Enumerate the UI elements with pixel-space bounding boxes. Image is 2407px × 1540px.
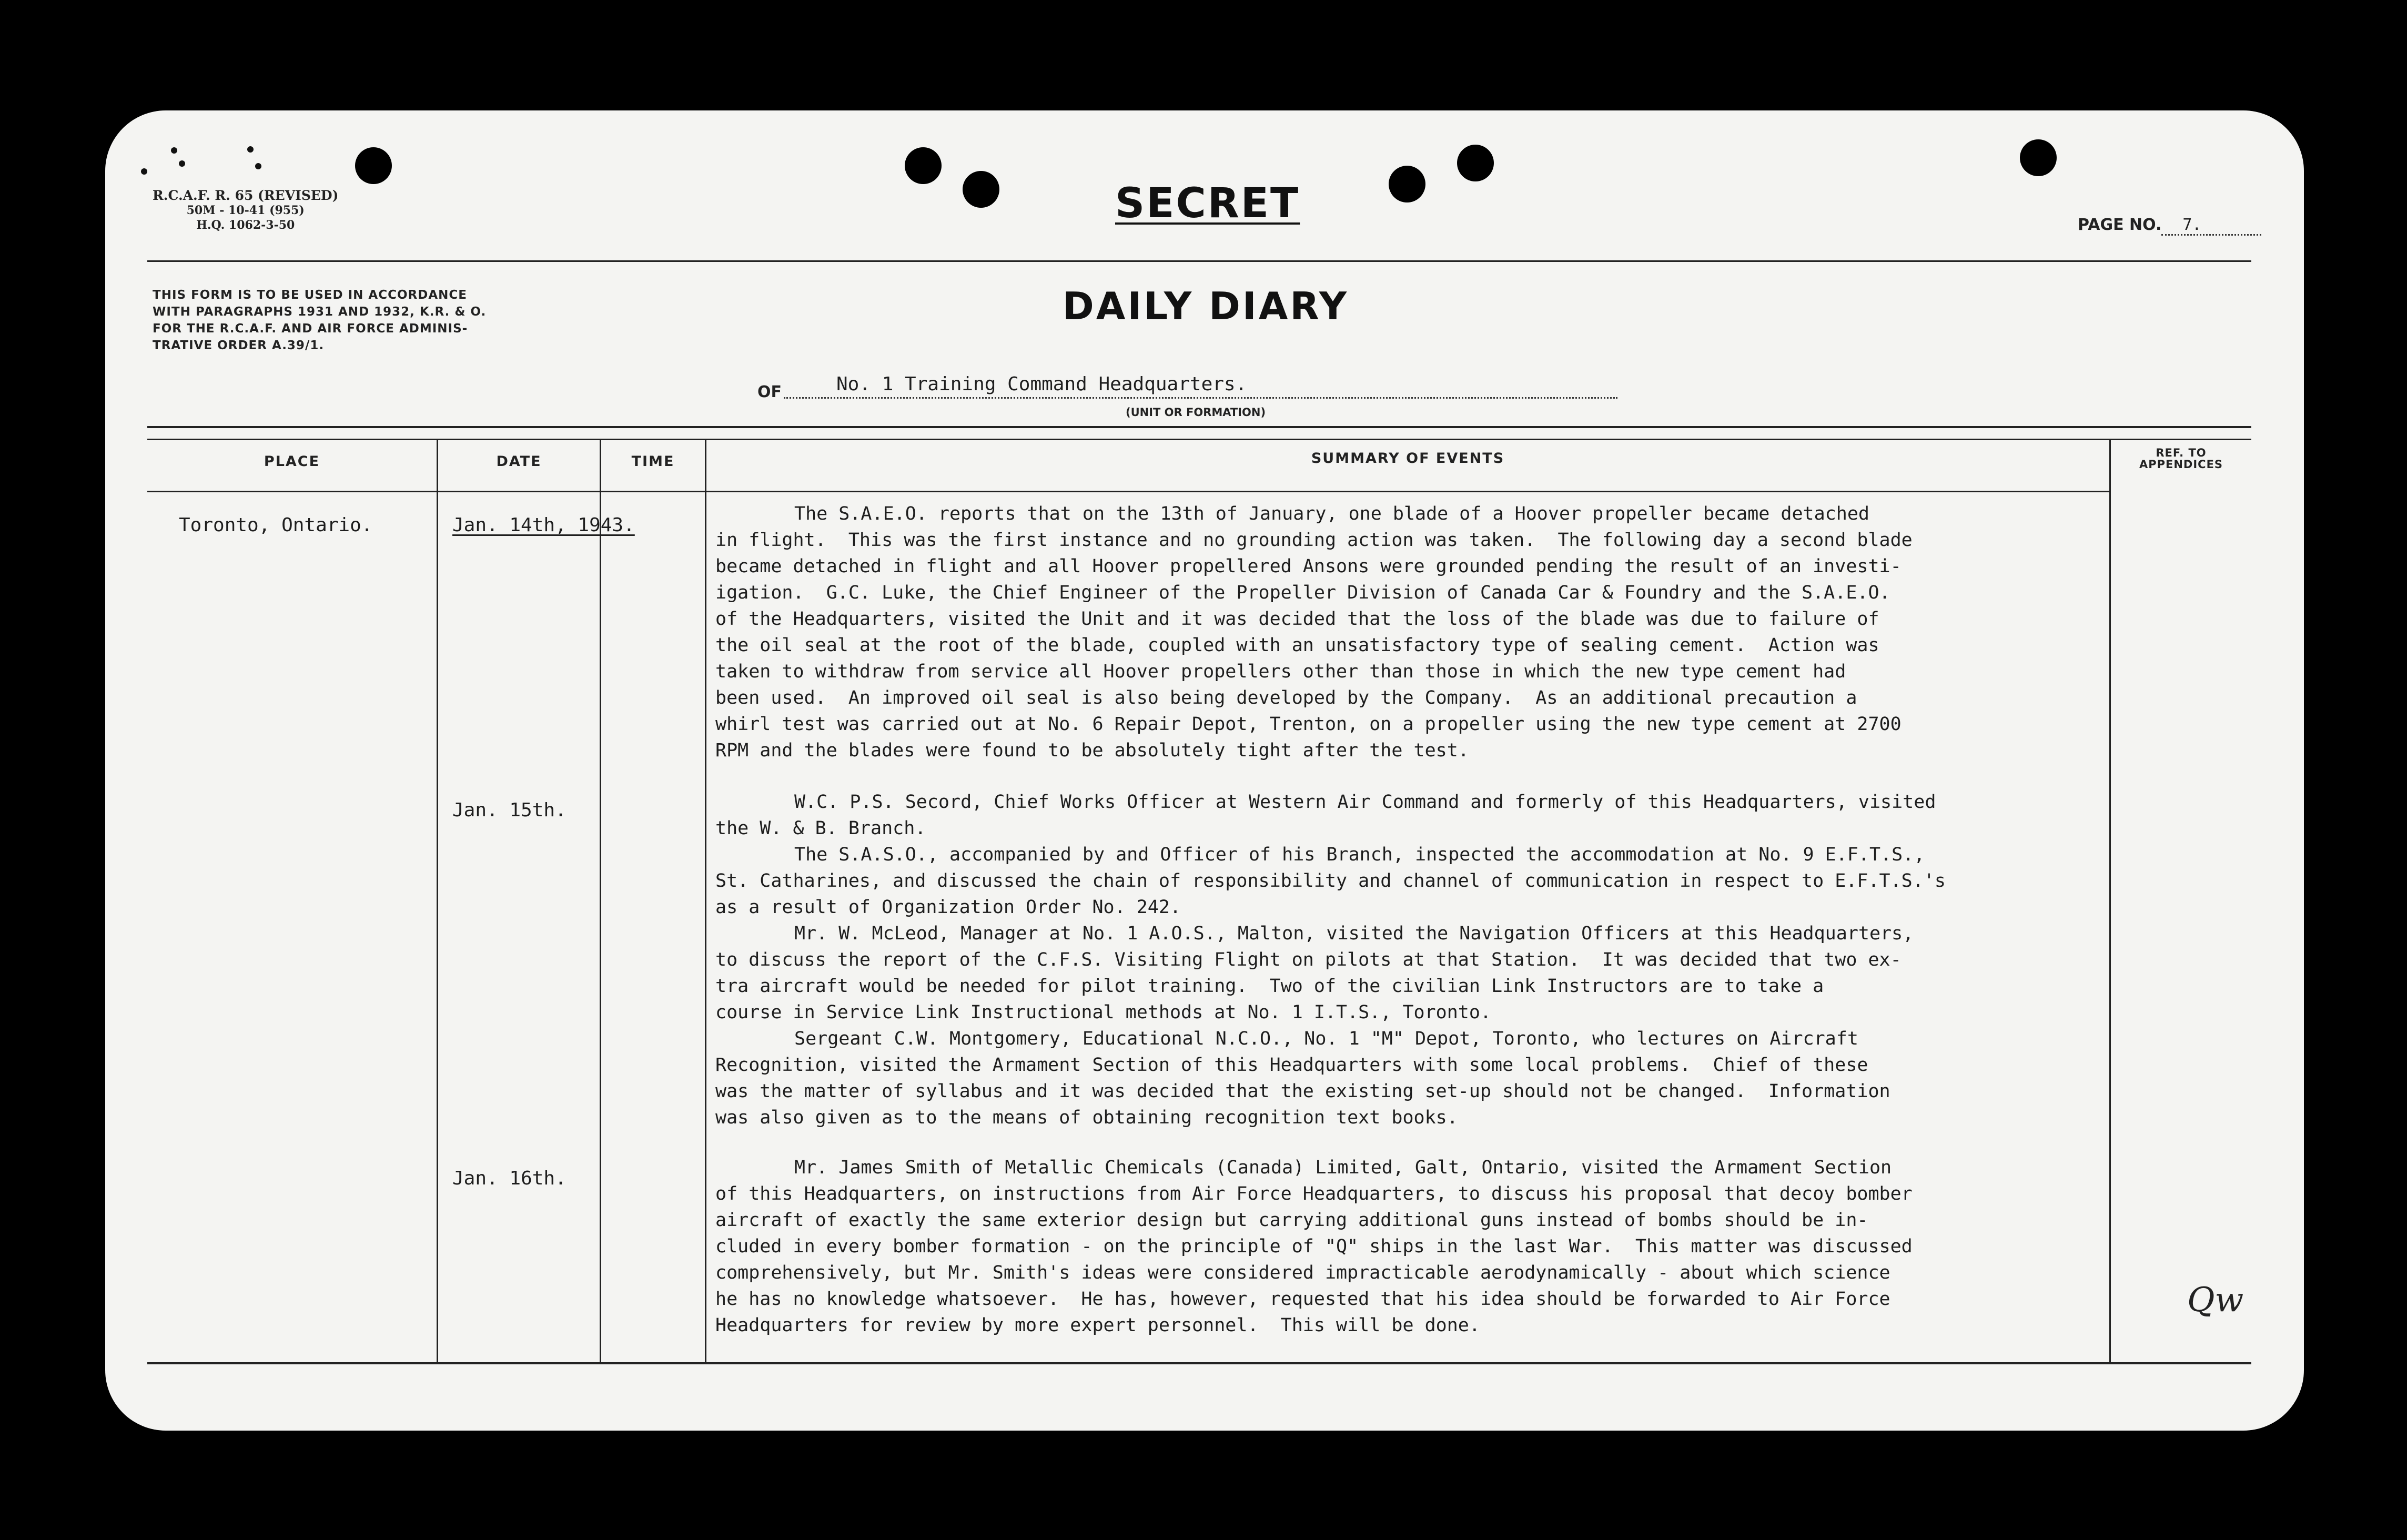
column-header-place: PLACE: [264, 453, 320, 470]
summary-line: as a result of Organization Order No. 242.: [715, 897, 1181, 918]
column-divider: [600, 440, 601, 1363]
summary-line: tra aircraft would be needed for pilot training. Two of the civilian Link Instructors are to take a: [715, 976, 1824, 997]
column-header-time: TIME: [631, 453, 675, 470]
summary-line: Recognition, visited the Armament Section of this Headquarters with some local problems. Chief of these: [715, 1055, 1868, 1076]
summary-line: course in Service Link Instructional methods at No. 1 I.T.S., Toronto.: [715, 1002, 1492, 1023]
paper-speck: [171, 147, 177, 154]
diary-title: DAILY DIARY: [1063, 284, 1349, 328]
summary-line: St. Catharines, and discussed the chain of responsibility and channel of communication in respect to E.F.T.S.'s: [715, 870, 1946, 891]
paper-speck: [247, 146, 254, 153]
column-divider: [437, 440, 438, 1363]
form-number-block: [153, 188, 338, 232]
summary-line: taken to withdraw from service all Hoover propellers other than those in which the new type cement had: [715, 661, 1846, 682]
summary-line: The S.A.S.O., accompanied by and Officer of his Branch, inspected the accommodation at No. 9 E.F.T.S.,: [794, 844, 1925, 865]
page-number-field: [2078, 216, 2261, 236]
punch-hole: [1457, 145, 1494, 181]
table-top-rule: [147, 426, 2251, 428]
classification-title: SECRET: [1115, 180, 1300, 227]
summary-line: Sergeant C.W. Montgomery, Educational N.C.O., No. 1 "M" Depot, Toronto, who lectures on Aircraft: [794, 1028, 1858, 1049]
paper-speck: [255, 163, 261, 169]
summary-line: of this Headquarters, on instructions from Air Force Headquarters, to discuss his proposal that decoy bomber: [715, 1183, 1913, 1204]
summary-line: comprehensively, but Mr. Smith's ideas were considered impracticable aerodynamically - about which science: [715, 1262, 1890, 1283]
summary-line: whirl test was carried out at No. 6 Repair Depot, Trenton, on a propeller using the new type cement at 2700: [715, 714, 1902, 735]
form-notice: [153, 287, 552, 354]
summary-line: the oil seal at the root of the blade, coupled with an unsatisfactory type of sealing cement. Action was: [715, 635, 1879, 656]
summary-line: in flight. This was the first instance and no grounding action was taken. The following day a second blade: [715, 530, 1913, 551]
entry-summary: [715, 501, 2146, 764]
column-header-appendices: [2111, 447, 2251, 470]
page-number: 7.: [2161, 216, 2261, 236]
paper-speck: [141, 168, 147, 175]
notice-line: WITH PARAGRAPHS 1931 AND 1932, K.R. & O.: [153, 305, 487, 319]
notice-line: THIS FORM IS TO BE USED IN ACCORDANCE: [153, 288, 467, 302]
page-number-label: PAGE NO.: [2078, 216, 2162, 234]
summary-line: The S.A.E.O. reports that on the 13th of January, one blade of a Hoover propeller became detached: [794, 503, 1869, 524]
summary-line: was also given as to the means of obtaining recognition text books.: [715, 1107, 1458, 1128]
summary-line: RPM and the blades were found to be absolutely tight after the test.: [715, 740, 1469, 761]
column-header-summary: SUMMARY OF EVENTS: [1311, 450, 1505, 467]
summary-line: to discuss the report of the C.F.S. Visiting Flight on pilots at that Station. It was decided that two ex-: [715, 949, 1902, 970]
notice-line: TRATIVE ORDER A.39/1.: [153, 339, 325, 352]
print-code: 50M - 10-41 (955): [186, 204, 305, 217]
ref-line: APPENDICES: [2139, 458, 2223, 471]
summary-paragraph: [715, 842, 2146, 920]
hq-code: H.Q. 1062-3-50: [196, 218, 295, 232]
summary-line: was the matter of syllabus and it was decided that the existing set-up should not be changed. Information: [715, 1081, 1890, 1102]
paper-speck: [179, 160, 185, 167]
summary-paragraph: [715, 789, 2146, 842]
ref-line: REF. TO: [2156, 447, 2207, 459]
summary-line: cluded in every bomber formation - on the principle of "Q" ships in the last War. This matter was discussed: [715, 1236, 1913, 1257]
of-label: OF: [757, 383, 782, 401]
summary-line: Headquarters for review by more expert personnel. This will be done.: [715, 1315, 1480, 1336]
summary-paragraph: [715, 501, 2146, 764]
unit-caption: (UNIT OR FORMATION): [1126, 406, 1266, 419]
punch-hole: [2020, 139, 2057, 176]
summary-paragraph: [715, 1026, 2146, 1131]
punch-hole: [905, 147, 942, 184]
header-bottom-rule: [147, 491, 2109, 492]
summary-line: W.C. P.S. Secord, Chief Works Officer at Western Air Command and formerly of this Headquarters, visited: [794, 792, 1936, 813]
summary-line: Mr. James Smith of Metallic Chemicals (Canada) Limited, Galt, Ontario, visited the Armament Section: [794, 1157, 1892, 1178]
place-cell: Toronto, Ontario.: [179, 514, 373, 536]
summary-line: the W. & B. Branch.: [715, 818, 926, 839]
column-header-date: DATE: [496, 453, 542, 470]
punch-hole: [1389, 166, 1425, 202]
entry-date: Jan. 15th.: [452, 799, 567, 821]
punch-hole: [355, 147, 392, 184]
summary-paragraph: [715, 1154, 2146, 1339]
summary-paragraph: [715, 920, 2146, 1026]
entry-summary: [715, 789, 2146, 1131]
summary-line: he has no knowledge whatsoever. He has, however, requested that his idea should be forwarded to Air Force: [715, 1289, 1890, 1310]
handwritten-initials: Qw: [2187, 1281, 2244, 1320]
notice-line: FOR THE R.C.A.F. AND AIR FORCE ADMINIS-: [153, 322, 468, 336]
summary-line: igation. G.C. Luke, the Chief Engineer of the Propeller Division of Canada Car & Foundry and the S.A.E.O.: [715, 582, 1890, 603]
entry-date: Jan. 14th, 1943.: [452, 514, 635, 536]
summary-line: been used. An improved oil seal is also being developed by the Company. As an additional precaution a: [715, 687, 1857, 708]
punch-hole: [963, 171, 999, 208]
table-top-rule-inner: [147, 439, 2251, 440]
header-rule: [147, 260, 2251, 262]
unit-name: No. 1 Training Command Headquarters.: [784, 373, 1617, 399]
summary-line: became detached in flight and all Hoover propellered Ansons were grounded pending the result of an investi-: [715, 556, 1902, 577]
summary-line: aircraft of exactly the same exterior design but carrying additional guns instead of bombs should be in-: [715, 1210, 1868, 1231]
diary-page: [105, 110, 2304, 1431]
entry-summary: [715, 1154, 2146, 1339]
form-number: R.C.A.F. R. 65 (REVISED): [153, 188, 339, 203]
table-bottom-rule: [147, 1362, 2251, 1364]
summary-line: of the Headquarters, visited the Unit and it was decided that the loss of the blade was due to failure of: [715, 609, 1879, 630]
column-divider: [705, 440, 706, 1363]
summary-line: Mr. W. McLeod, Manager at No. 1 A.O.S., Malton, visited the Navigation Officers at this Headquarters,: [794, 923, 1914, 944]
entry-date: Jan. 16th.: [452, 1168, 567, 1189]
